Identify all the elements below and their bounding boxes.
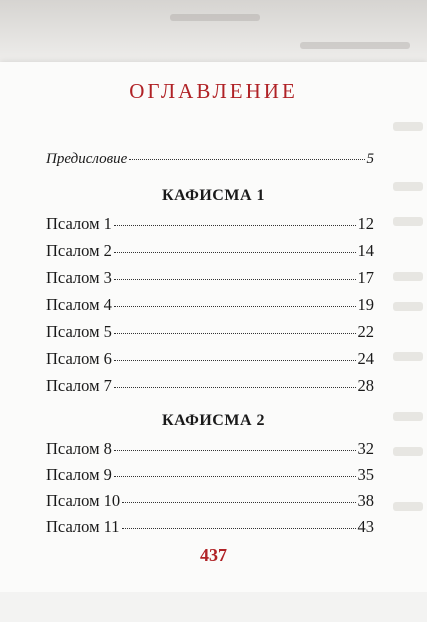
toc-entry-page: 24 [357,349,374,368]
toc-entry [46,465,374,487]
toc-entry-page: 12 [357,214,374,233]
toc-entry-page: 19 [357,295,374,314]
toc-entry-label: Псалом 7 [46,376,112,395]
section-heading: КАФИСМА 1 [161,187,266,204]
toc-entry-page: 22 [357,322,374,341]
leader-dots [114,387,356,388]
toc-entry [46,214,374,236]
toc-entry-page: 35 [357,465,374,484]
toc-entry-label: Псалом 3 [46,268,112,287]
toc-entry-label: Псалом 11 [46,517,120,536]
toc-entry [46,439,374,461]
toc-entry-page: 28 [357,376,374,395]
toc-entry-page: 5 [366,151,374,167]
toc-entry [46,241,374,263]
leader-dots [114,306,356,307]
page-bottom-margin [0,592,427,622]
leader-dots [114,225,356,226]
page-title: ОГЛАВЛЕНИЕ [129,79,298,103]
section-heading: КАФИСМА 2 [161,412,266,429]
toc-entry [46,491,374,513]
toc-entry-page: 43 [357,517,374,536]
toc-entry-label: Псалом 2 [46,241,112,260]
toc-entry-page: 14 [357,241,374,260]
toc-entry [46,295,374,317]
leader-dots [114,333,356,334]
toc-entry [46,376,374,398]
leader-dots [114,279,356,280]
show-through-text [387,62,427,532]
leader-dots [114,252,356,253]
toc-entry [46,349,374,371]
toc-entry-label: Псалом 1 [46,214,112,233]
toc-entry-label: Псалом 6 [46,349,112,368]
toc-entry-label: Предисловие [46,151,128,167]
toc-entry-label: Псалом 8 [46,439,112,458]
toc-entry [46,322,374,344]
toc-entry-page: 17 [357,268,374,287]
toc-entry [46,268,374,290]
leader-dots [129,159,364,160]
leader-dots [114,360,356,361]
toc-entry-label: Псалом 9 [46,465,112,484]
page-number: 437 [200,545,227,565]
toc-entry-label: Псалом 4 [46,295,112,314]
toc-entry-label: Псалом 10 [46,491,121,510]
toc-entry [46,517,374,539]
leader-dots [114,476,356,477]
toc-entry-page: 38 [357,491,374,510]
leader-dots [122,528,356,529]
toc-entry-label: Псалом 5 [46,322,112,341]
previous-page-bleed [0,0,427,62]
toc-entry-preface [46,151,374,173]
leader-dots [122,502,355,503]
toc-entry-page: 32 [357,439,374,458]
leader-dots [114,450,356,451]
